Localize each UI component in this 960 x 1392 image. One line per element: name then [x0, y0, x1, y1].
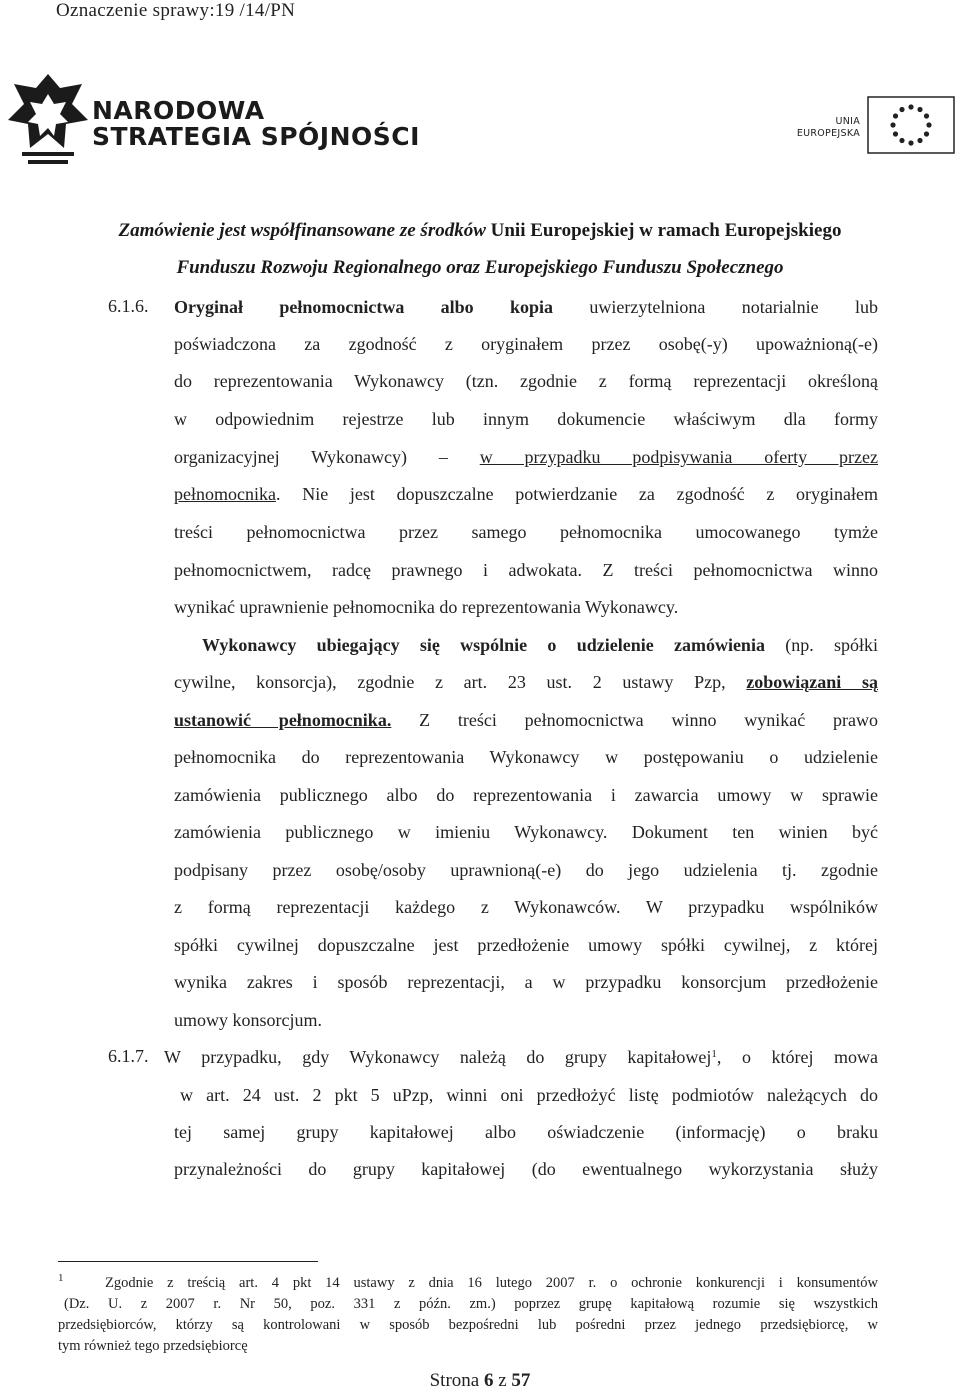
eu-flag-icon	[867, 96, 955, 154]
s616-line-5	[174, 446, 878, 468]
nsp-logo-line1: NARODOWA	[92, 96, 265, 125]
footnote-line-1	[58, 1274, 878, 1293]
footnote-marker: 1	[58, 1272, 64, 1284]
footnote-ref-1[interactable]: 1	[711, 1048, 717, 1060]
s616-line-3: do reprezentowania Wykonawcy (tzn. zgodnie z formą reprezentacji określoną	[174, 371, 878, 391]
s616-bold-phrase: Oryginał pełnomocnictwa albo kopia	[174, 297, 554, 317]
s616-l1-rest: uwierzytelniona notarialnie lub	[553, 297, 879, 317]
cofinancing-rest: Unii Europejskiej w ramach Europejskiego	[490, 220, 842, 241]
eu-logo-line2: EUROPEJSKA	[796, 128, 860, 139]
s616-l6-rest: . Nie jest dopuszczalne potwierdzanie za zgodność z oryginałem	[275, 484, 878, 504]
nsp-logo-icon	[8, 74, 88, 170]
s616-line-8: pełnomocnictwem, radcę prawnego i adwokata. Z treści pełnomocnictwa winno	[174, 560, 878, 580]
s616-line-16: podpisany przez osobę/osoby uprawnioną(-e) do jego udzielenia tj. zgodnie	[174, 860, 878, 880]
s616-line-6	[174, 483, 878, 505]
section-number-6-1-6: 6.1.6.	[108, 296, 149, 316]
s616-line-14: zamówienia publicznego albo do reprezentowania i zawarcia umowy w sprawie	[174, 785, 878, 805]
s616-l10-rest: (np. spółki	[764, 635, 878, 655]
s616-l11-bold-underlined: zobowiązani są	[746, 672, 878, 692]
s616-line-15: zamówienia publicznego w imieniu Wykonawcy. Dokument ten winien być	[174, 822, 878, 842]
s616-line-19: wynika zakres i sposób reprezentacji, a w przypadku konsorcjum przedłożenie	[174, 972, 878, 992]
page-current: 6	[483, 1370, 494, 1391]
footnote-l1-text: Zgodnie z treścią art. 4 pkt 14 ustawy z dnia 16 lutego 2007 r. o ochronie konkurencji i konsumentów	[104, 1275, 879, 1291]
s617-line-4: przynależności do grupy kapitałowej (do ewentualnego wykorzystania służy	[174, 1159, 878, 1179]
s616-line-18: spółki cywilnej dopuszczalne jest przedłożenie umowy spółki cywilnej, z której	[174, 935, 878, 955]
eu-logo-text	[780, 116, 860, 140]
s616-l10-bold: Wykonawcy ubiegający się wspólnie o udzielenie zamówienia	[202, 635, 765, 655]
page-prefix: Strona	[429, 1370, 484, 1391]
s616-line-4: w odpowiednim rejestrze lub innym dokumencie właściwym dla formy	[174, 409, 878, 429]
s616-l5-a: organizacyjnej Wykonawcy) –	[174, 447, 480, 467]
s616-line-20: umowy konsorcjum.	[174, 1010, 322, 1030]
s616-l6-underlined: pełnomocnika	[174, 484, 276, 504]
footnote-line-3: przedsiębiorców, którzy są kontrolowani w sposób bezpośredni lub pośredni przez jednego przedsiębiorcę, w	[58, 1317, 878, 1333]
footnote-separator	[58, 1261, 318, 1262]
footnote-line-4: tym również tego przedsiębiorcę	[58, 1338, 248, 1354]
s616-line-7: treści pełnomocnictwa przez samego pełnomocnika umocowanego tymże	[174, 522, 878, 542]
nsp-logo-text	[92, 98, 420, 150]
cofinancing-italic: Zamówienie jest współfinansowane ze środków	[118, 220, 491, 241]
nsp-logo-line2: STRATEGIA SPÓJNOŚCI	[92, 122, 420, 151]
s616-line-17: z formą reprezentacji każdego z Wykonawców. W przypadku wspólników	[174, 897, 878, 917]
s616-line-11	[174, 671, 878, 693]
s617-line-2: w art. 24 ust. 2 pkt 5 uPzp, winni oni przedłożyć listę podmiotów należących do	[180, 1085, 878, 1105]
section-number-6-1-7: 6.1.7.	[108, 1046, 149, 1066]
s617-line-3: tej samej grupy kapitałowej albo oświadczenie (informację) o braku	[174, 1122, 878, 1142]
s616-l12-rest: Z treści pełnomocnictwa winno wynikać prawo	[391, 710, 878, 730]
s616-line-1	[174, 296, 878, 318]
page-total: 57	[511, 1370, 531, 1391]
s616-line-10	[202, 634, 878, 656]
page-number	[0, 1370, 960, 1392]
footnote-line-2: (Dz. U. z 2007 r. Nr 50, poz. 331 z późn. zm.) poprzez grupę kapitałową rozumie się wszystkich	[64, 1296, 878, 1312]
s617-line-1	[164, 1046, 878, 1071]
page-sep: z	[493, 1370, 512, 1391]
s616-line-13: pełnomocnika do reprezentowania Wykonawcy w postępowaniu o udzielenie	[174, 747, 878, 767]
eu-logo-line1: UNIA	[835, 116, 860, 127]
s616-l12-bold-underlined: ustanowić pełnomocnika.	[174, 710, 392, 730]
s616-line-12	[174, 709, 878, 731]
s616-l11-a: cywilne, konsorcja), zgodnie z art. 23 ust. 2 ustawy Pzp,	[174, 672, 747, 692]
s616-l5-underlined: w przypadku podpisywania oferty przez	[479, 447, 878, 467]
case-reference: Oznaczenie sprawy:19 /14/PN	[56, 0, 296, 21]
s616-line-9: wynikać uprawnienie pełnomocnika do reprezentowania Wykonawcy.	[174, 597, 679, 617]
cofinancing-line-2: Funduszu Rozwoju Regionalnego oraz Europejskiego Funduszu Społecznego	[176, 257, 784, 278]
s617-l1-a: W przypadku, gdy Wykonawcy należą do grupy kapitałowej	[164, 1047, 712, 1067]
cofinancing-line-1	[40, 220, 920, 242]
s617-l1-b: , o której mowa	[716, 1047, 878, 1067]
s616-line-2: poświadczona za zgodność z oryginałem przez osobę(-y) upoważnioną(-e)	[174, 334, 878, 354]
